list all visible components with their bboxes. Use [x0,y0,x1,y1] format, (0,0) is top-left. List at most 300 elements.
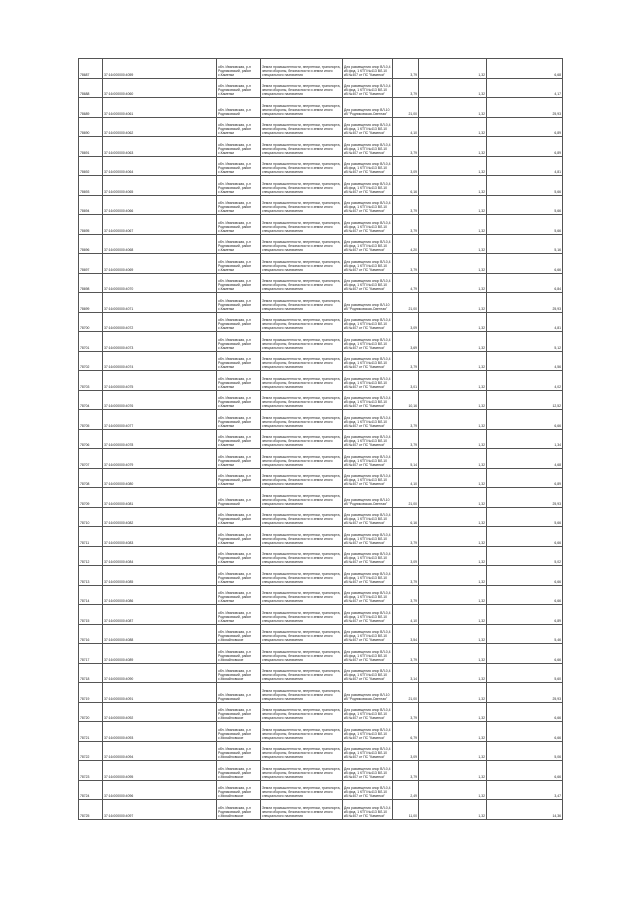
amount-cell: 6,89 [487,605,563,625]
permitted-use-cell: Для размещения опор ВЛ-0,4 кВ фид. 1 КТП №413 ВЛ-10 кВ №407 от ПС "Каменки" [343,273,393,293]
address-cell: обл. Ивановская, р-н Родниковский, район с.Каменки [217,176,261,196]
coefficient-cell: 1,32 [419,195,487,215]
amount-cell: 6,89 [487,117,563,137]
amount-cell: 6,66 [487,702,563,722]
coefficient-cell: 1,32 [419,527,487,547]
permitted-use-cell: Для размещения опор ВЛ-0,4 кВ фид. 1 КТП №413 ВЛ-10 кВ №407 от ПС "Каменки" [343,429,393,449]
land-category-cell: Земли промышленности, энергетики, транспорта, земли обороны, безопасности и земли иного специального назначения [261,566,343,586]
area-cell: 3,01 [393,371,419,391]
coefficient-cell: 1,32 [419,293,487,313]
land-category-cell: Земли промышленности, энергетики, транспорта, земли обороны, безопасности и земли иного специального назначения [261,507,343,527]
permitted-use-cell: Для размещения опор ВЛ-0,4 кВ фид. 1 КТП №413 ВЛ-10 кВ №407 от ПС "Каменки" [343,722,393,742]
amount-cell: 5,60 [487,663,563,683]
cadastral-number-cell: 37:16:000000:4085 [103,566,217,586]
land-category-cell: Земли промышленности, энергетики, транспорта, земли обороны, безопасности и земли иного специального назначения [261,585,343,605]
record-id-cell: 78724 [79,780,103,800]
amount-cell: 25,93 [487,488,563,508]
area-cell: 3,79 [393,702,419,722]
coefficient-cell: 1,32 [419,59,487,79]
table-row [79,59,563,79]
table-row [79,351,563,371]
area-cell: 21,00 [393,98,419,118]
land-category-cell: Земли промышленности, энергетики, транспорта, земли обороны, безопасности и земли иного специального назначения [261,215,343,235]
address-cell: обл. Ивановская, р-н Родниковский [217,683,261,703]
permitted-use-cell: Для размещения опор ВЛ-0,4 кВ фид. 1 КТП №413 ВЛ-10 кВ №407 от ПС "Каменки" [343,156,393,176]
cadastral-number-cell: 37:16:000000:4074 [103,351,217,371]
address-cell: обл. Ивановская, р-н Родниковский, район с.Каменки [217,156,261,176]
area-cell: 4,79 [393,273,419,293]
land-category-cell: Земли промышленности, энергетики, транспорта, земли обороны, безопасности и земли иного специального назначения [261,98,343,118]
permitted-use-cell: Для размещения опор ВЛ-0,4 кВ фид. 1 КТП №413 ВЛ-10 кВ №407 от ПС "Каменки" [343,312,393,332]
table-row [79,117,563,137]
table-row [79,410,563,430]
coefficient-cell: 1,32 [419,117,487,137]
coefficient-cell: 1,32 [419,390,487,410]
table-row [79,371,563,391]
amount-cell: 25,93 [487,98,563,118]
record-id-cell: 78717 [79,644,103,664]
amount-cell: 6,66 [487,722,563,742]
cadastral-number-cell: 37:16:000000:4090 [103,663,217,683]
address-cell: обл. Ивановская, р-н Родниковский, район с.Каменки [217,429,261,449]
table-row [79,449,563,469]
table-row [79,585,563,605]
address-cell: обл. Ивановская, р-н Родниковский, район с.Михайловское [217,624,261,644]
coefficient-cell: 1,32 [419,741,487,761]
permitted-use-cell: Для размещения опор ВЛ-0,4 кВ фид. 1 КТП №413 ВЛ-10 кВ №407 от ПС "Каменки" [343,702,393,722]
amount-cell: 5,16 [487,234,563,254]
table-row [79,390,563,410]
cadastral-number-cell: 37:16:000000:4059 [103,59,217,79]
record-id-cell: 78702 [79,351,103,371]
record-id-cell: 78694 [79,195,103,215]
land-category-cell: Земли промышленности, энергетики, транспорта, земли обороны, безопасности и земли иного специального назначения [261,351,343,371]
table-row [79,761,563,781]
table-row [79,722,563,742]
table-row [79,234,563,254]
address-cell: обл. Ивановская, р-н Родниковский, район с.Каменки [217,78,261,98]
cadastral-number-cell: 37:16:000000:4068 [103,234,217,254]
coefficient-cell: 1,32 [419,468,487,488]
area-cell: 11,00 [393,800,419,820]
table-row [79,332,563,352]
address-cell: обл. Ивановская, р-н Родниковский, район с.Каменки [217,449,261,469]
area-cell: 3,14 [393,663,419,683]
permitted-use-cell: Для размещения опор ВЛ-10 кВ "Родниковская-Светлая" [343,683,393,703]
cadastral-number-cell: 37:16:000000:4069 [103,254,217,274]
area-cell: 3,09 [393,741,419,761]
coefficient-cell: 1,32 [419,332,487,352]
land-category-cell: Земли промышленности, энергетики, транспорта, земли обороны, безопасности и земли иного специального назначения [261,780,343,800]
permitted-use-cell: Для размещения опор ВЛ-0,4 кВ фид. 1 КТП №413 ВЛ-10 кВ №407 от ПС "Каменки" [343,117,393,137]
area-cell: 6,79 [393,722,419,742]
permitted-use-cell: Для размещения опор ВЛ-0,4 кВ фид. 1 КТП №413 ВЛ-10 кВ №407 от ПС "Каменки" [343,195,393,215]
address-cell: обл. Ивановская, р-н Родниковский, район с.Каменки [217,312,261,332]
table-row [79,644,563,664]
record-id-cell: 78699 [79,293,103,313]
area-cell: 3,79 [393,527,419,547]
land-category-cell: Земли промышленности, энергетики, транспорта, земли обороны, безопасности и земли иного специального назначения [261,644,343,664]
amount-cell: 6,66 [487,254,563,274]
cadastral-number-cell: 37:16:000000:4093 [103,722,217,742]
land-category-cell: Земли промышленности, энергетики, транспорта, земли обороны, безопасности и земли иного специального назначения [261,468,343,488]
permitted-use-cell: Для размещения опор ВЛ-0,4 кВ фид. 1 КТП №413 ВЛ-10 кВ №407 от ПС "Каменки" [343,59,393,79]
cadastral-number-cell: 37:16:000000:4094 [103,741,217,761]
coefficient-cell: 1,32 [419,351,487,371]
area-cell: 3,79 [393,410,419,430]
land-category-cell: Земли промышленности, энергетики, транспорта, земли обороны, безопасности и земли иного специального назначения [261,176,343,196]
area-cell: 5,14 [393,449,419,469]
land-category-cell: Земли промышленности, энергетики, транспорта, земли обороны, безопасности и земли иного специального назначения [261,332,343,352]
amount-cell: 6,68 [487,59,563,79]
address-cell: обл. Ивановская, р-н Родниковский, район с.Каменки [217,566,261,586]
land-category-cell: Земли промышленности, энергетики, транспорта, земли обороны, безопасности и земли иного специального назначения [261,234,343,254]
cadastral-number-cell: 37:16:000000:4091 [103,683,217,703]
coefficient-cell: 1,32 [419,566,487,586]
permitted-use-cell: Для размещения опор ВЛ-0,4 кВ фид. 1 КТП №413 ВЛ-10 кВ №407 от ПС "Каменки" [343,644,393,664]
record-id-cell: 78708 [79,468,103,488]
land-category-cell: Земли промышленности, энергетики, транспорта, земли обороны, безопасности и земли иного специального назначения [261,546,343,566]
amount-cell: 5,66 [487,195,563,215]
amount-cell: 12,52 [487,390,563,410]
cadastral-number-cell: 37:16:000000:4070 [103,273,217,293]
coefficient-cell: 1,32 [419,371,487,391]
table-row [79,488,563,508]
record-id-cell: 78687 [79,59,103,79]
amount-cell: 6,66 [487,585,563,605]
record-id-cell: 78703 [79,371,103,391]
address-cell: обл. Ивановская, р-н Родниковский, район с.Каменки [217,254,261,274]
amount-cell: 5,12 [487,332,563,352]
area-cell: 3,79 [393,78,419,98]
table-row [79,702,563,722]
table-row [79,156,563,176]
area-cell: 3,79 [393,59,419,79]
land-category-cell: Земли промышленности, энергетики, транспорта, земли обороны, безопасности и земли иного специального назначения [261,722,343,742]
record-id-cell: 78695 [79,215,103,235]
coefficient-cell: 1,32 [419,254,487,274]
coefficient-cell: 1,32 [419,546,487,566]
table-row [79,683,563,703]
area-cell: 3,79 [393,195,419,215]
permitted-use-cell: Для размещения опор ВЛ-0,4 кВ фид. 1 КТП №413 ВЛ-10 кВ №407 от ПС "Каменки" [343,566,393,586]
cadastral-number-cell: 37:16:000000:4079 [103,449,217,469]
permitted-use-cell: Для размещения опор ВЛ-10 кВ "Родниковская-Светлая" [343,293,393,313]
address-cell: обл. Ивановская, р-н Родниковский, район с.Каменки [217,390,261,410]
record-id-cell: 78715 [79,605,103,625]
amount-cell: 5,66 [487,215,563,235]
table-row [79,312,563,332]
address-cell: обл. Ивановская, р-н Родниковский, район с.Каменки [217,546,261,566]
address-cell: обл. Ивановская, р-н Родниковский, район с.Каменки [217,195,261,215]
coefficient-cell: 1,32 [419,644,487,664]
land-category-cell: Земли промышленности, энергетики, транспорта, земли обороны, безопасности и земли иного специального назначения [261,488,343,508]
coefficient-cell: 1,32 [419,488,487,508]
record-id-cell: 78713 [79,566,103,586]
amount-cell: 4,81 [487,312,563,332]
land-category-cell: Земли промышленности, энергетики, транспорта, земли обороны, безопасности и земли иного специального назначения [261,702,343,722]
area-cell: 3,79 [393,566,419,586]
permitted-use-cell: Для размещения опор ВЛ-10 кВ "Родниковская-Светлая" [343,98,393,118]
table-row [79,273,563,293]
amount-cell: 1,34 [487,429,563,449]
amount-cell: 6,66 [487,566,563,586]
coefficient-cell: 1,32 [419,605,487,625]
cadastral-number-cell: 37:16:000000:4061 [103,98,217,118]
address-cell: обл. Ивановская, р-н Родниковский, район с.Каменки [217,585,261,605]
record-id-cell: 78719 [79,683,103,703]
amount-cell: 4,02 [487,371,563,391]
area-cell: 4,10 [393,605,419,625]
cadastral-number-cell: 37:16:000000:4083 [103,527,217,547]
table-row [79,741,563,761]
table-row [79,215,563,235]
land-category-cell: Земли промышленности, энергетики, транспорта, земли обороны, безопасности и земли иного специального назначения [261,254,343,274]
amount-cell: 4,68 [487,449,563,469]
area-cell: 3,79 [393,254,419,274]
table-row [79,468,563,488]
area-cell: 3,54 [393,624,419,644]
land-category-cell: Земли промышленности, энергетики, транспорта, земли обороны, безопасности и земли иного специального назначения [261,605,343,625]
address-cell: обл. Ивановская, р-н Родниковский, район с.Каменки [217,293,261,313]
record-id-cell: 78711 [79,527,103,547]
address-cell: обл. Ивановская, р-н Родниковский, район с.Каменки [217,273,261,293]
area-cell: 21,00 [393,488,419,508]
cadastral-number-cell: 37:16:000000:4076 [103,390,217,410]
land-category-cell: Земли промышленности, энергетики, транспорта, земли обороны, безопасности и земли иного специального назначения [261,410,343,430]
land-category-cell: Земли промышленности, энергетики, транспорта, земли обороны, безопасности и земли иного специального назначения [261,156,343,176]
coefficient-cell: 1,32 [419,507,487,527]
table-row [79,429,563,449]
land-category-cell: Земли промышленности, энергетики, транспорта, земли обороны, безопасности и земли иного специального назначения [261,371,343,391]
amount-cell: 4,56 [487,351,563,371]
coefficient-cell: 1,32 [419,137,487,157]
table-row [79,546,563,566]
cadastral-number-cell: 37:16:000000:4092 [103,702,217,722]
record-id-cell: 78718 [79,663,103,683]
land-category-cell: Земли промышленности, энергетики, транспорта, земли обороны, безопасности и земли иного специального назначения [261,800,343,820]
cadastral-number-cell: 37:16:000000:4071 [103,293,217,313]
coefficient-cell: 1,32 [419,800,487,820]
area-cell: 3,79 [393,585,419,605]
cadastral-number-cell: 37:16:000000:4072 [103,312,217,332]
table-row [79,98,563,118]
table-row [79,780,563,800]
area-cell: 21,00 [393,683,419,703]
permitted-use-cell: Для размещения опор ВЛ-0,4 кВ фид. 1 КТП №413 ВЛ-10 кВ №407 от ПС "Каменки" [343,78,393,98]
permitted-use-cell: Для размещения опор ВЛ-0,4 кВ фид. 1 КТП №413 ВЛ-10 кВ №407 от ПС "Каменки" [343,410,393,430]
amount-cell: 6,84 [487,273,563,293]
cadastral-number-cell: 37:16:000000:4096 [103,780,217,800]
area-cell: 3,79 [393,761,419,781]
address-cell: обл. Ивановская, р-н Родниковский, район с.Михайловское [217,702,261,722]
land-category-cell: Земли промышленности, энергетики, транспорта, земли обороны, безопасности и земли иного специального назначения [261,390,343,410]
coefficient-cell: 1,32 [419,624,487,644]
cadastral-number-cell: 37:16:000000:4067 [103,215,217,235]
cadastral-number-cell: 37:16:000000:4063 [103,137,217,157]
permitted-use-cell: Для размещения опор ВЛ-0,4 кВ фид. 1 КТП №413 ВЛ-10 кВ №407 от ПС "Каменки" [343,585,393,605]
land-category-cell: Земли промышленности, энергетики, транспорта, земли обороны, безопасности и земли иного специального назначения [261,449,343,469]
cadastral-number-cell: 37:16:000000:4086 [103,585,217,605]
permitted-use-cell: Для размещения опор ВЛ-0,4 кВ фид. 1 КТП №413 ВЛ-10 кВ №407 от ПС "Каменки" [343,449,393,469]
permitted-use-cell: Для размещения опор ВЛ-0,4 кВ фид. 1 КТП №413 ВЛ-10 кВ №407 от ПС "Каменки" [343,234,393,254]
record-id-cell: 78725 [79,800,103,820]
land-category-cell: Земли промышленности, энергетики, транспорта, земли обороны, безопасности и земли иного специального назначения [261,195,343,215]
cadastral-number-cell: 37:16:000000:4095 [103,761,217,781]
record-id-cell: 78701 [79,332,103,352]
record-id-cell: 78689 [79,98,103,118]
record-id-cell: 78722 [79,741,103,761]
address-cell: обл. Ивановская, р-н Родниковский, район с.Каменки [217,507,261,527]
table-row [79,137,563,157]
record-id-cell: 78723 [79,761,103,781]
address-cell: обл. Ивановская, р-н Родниковский, район с.Михайловское [217,780,261,800]
amount-cell: 6,89 [487,137,563,157]
land-category-cell: Земли промышленности, энергетики, транспорта, земли обороны, безопасности и земли иного специального назначения [261,312,343,332]
record-id-cell: 78705 [79,410,103,430]
coefficient-cell: 1,32 [419,429,487,449]
permitted-use-cell: Для размещения опор ВЛ-0,4 кВ фид. 1 КТП №413 ВЛ-10 кВ №407 от ПС "Каменки" [343,761,393,781]
land-category-cell: Земли промышленности, энергетики, транспорта, земли обороны, безопасности и земли иного специального назначения [261,429,343,449]
table-row [79,605,563,625]
coefficient-cell: 1,32 [419,215,487,235]
record-id-cell: 78690 [79,117,103,137]
coefficient-cell: 1,32 [419,585,487,605]
permitted-use-cell: Для размещения опор ВЛ-0,4 кВ фид. 1 КТП №413 ВЛ-10 кВ №407 от ПС "Каменки" [343,468,393,488]
cadastral-number-cell: 37:16:000000:4082 [103,507,217,527]
land-category-cell: Земли промышленности, энергетики, транспорта, земли обороны, безопасности и земли иного специального назначения [261,59,343,79]
permitted-use-cell: Для размещения опор ВЛ-0,4 кВ фид. 1 КТП №413 ВЛ-10 кВ №407 от ПС "Каменки" [343,390,393,410]
amount-cell: 6,66 [487,527,563,547]
land-category-cell: Земли промышленности, энергетики, транспорта, земли обороны, безопасности и земли иного специального назначения [261,273,343,293]
area-cell: 3,09 [393,546,419,566]
address-cell: обл. Ивановская, р-н Родниковский, район с.Каменки [217,410,261,430]
cadastral-number-cell: 37:16:000000:4077 [103,410,217,430]
record-id-cell: 78691 [79,137,103,157]
record-id-cell: 78692 [79,156,103,176]
coefficient-cell: 1,32 [419,761,487,781]
coefficient-cell: 1,32 [419,78,487,98]
coefficient-cell: 1,32 [419,176,487,196]
area-cell: 6,16 [393,176,419,196]
permitted-use-cell: Для размещения опор ВЛ-0,4 кВ фид. 1 КТП №413 ВЛ-10 кВ №407 от ПС "Каменки" [343,215,393,235]
record-id-cell: 78696 [79,234,103,254]
cadastral-number-cell: 37:16:000000:4065 [103,176,217,196]
address-cell: обл. Ивановская, р-н Родниковский, район с.Каменки [217,468,261,488]
coefficient-cell: 1,32 [419,663,487,683]
land-category-cell: Земли промышленности, энергетики, транспорта, земли обороны, безопасности и земли иного специального назначения [261,527,343,547]
area-cell: 3,79 [393,137,419,157]
permitted-use-cell: Для размещения опор ВЛ-0,4 кВ фид. 1 КТП №413 ВЛ-10 кВ №407 от ПС "Каменки" [343,624,393,644]
table-row [79,293,563,313]
coefficient-cell: 1,32 [419,312,487,332]
area-cell: 3,79 [393,215,419,235]
address-cell: обл. Ивановская, р-н Родниковский, район с.Каменки [217,527,261,547]
record-id-cell: 78688 [79,78,103,98]
coefficient-cell: 1,32 [419,156,487,176]
area-cell: 3,09 [393,312,419,332]
permitted-use-cell: Для размещения опор ВЛ-0,4 кВ фид. 1 КТП №413 ВЛ-10 кВ №407 от ПС "Каменки" [343,137,393,157]
cadastral-number-cell: 37:16:000000:4064 [103,156,217,176]
permitted-use-cell: Для размещения опор ВЛ-0,4 кВ фид. 1 КТП №413 ВЛ-10 кВ №407 от ПС "Каменки" [343,254,393,274]
table-row [79,566,563,586]
area-cell: 10,16 [393,390,419,410]
amount-cell: 5,02 [487,546,563,566]
table-row [79,527,563,547]
amount-cell: 6,66 [487,410,563,430]
cadastral-number-cell: 37:16:000000:4087 [103,605,217,625]
land-category-cell: Земли промышленности, энергетики, транспорта, земли обороны, безопасности и земли иного специального назначения [261,78,343,98]
amount-cell: 4,17 [487,78,563,98]
coefficient-cell: 1,32 [419,449,487,469]
coefficient-cell: 1,32 [419,98,487,118]
table-row [79,663,563,683]
coefficient-cell: 1,32 [419,410,487,430]
amount-cell: 5,46 [487,624,563,644]
cadastral-number-cell: 37:16:000000:4073 [103,332,217,352]
cadastral-number-cell: 37:16:000000:4081 [103,488,217,508]
permitted-use-cell: Для размещения опор ВЛ-0,4 кВ фид. 1 КТП №413 ВЛ-10 кВ №407 от ПС "Каменки" [343,546,393,566]
address-cell: обл. Ивановская, р-н Родниковский, район с.Каменки [217,59,261,79]
cadastral-number-cell: 37:16:000000:4088 [103,624,217,644]
table-row [79,624,563,644]
address-cell: обл. Ивановская, р-н Родниковский [217,98,261,118]
table-row [79,507,563,527]
permitted-use-cell: Для размещения опор ВЛ-0,4 кВ фид. 1 КТП №413 ВЛ-10 кВ №407 от ПС "Каменки" [343,605,393,625]
address-cell: обл. Ивановская, р-н Родниковский, район с.Михайловское [217,761,261,781]
address-cell: обл. Ивановская, р-н Родниковский, район с.Михайловское [217,663,261,683]
address-cell: обл. Ивановская, р-н Родниковский, район с.Михайловское [217,741,261,761]
table-row [79,78,563,98]
area-cell: 4,20 [393,234,419,254]
permitted-use-cell: Для размещения опор ВЛ-0,4 кВ фид. 1 КТП №413 ВЛ-10 кВ №407 от ПС "Каменки" [343,741,393,761]
record-id-cell: 78698 [79,273,103,293]
area-cell: 3,79 [393,351,419,371]
table-row [79,195,563,215]
parcel-table [78,58,563,820]
record-id-cell: 78716 [79,624,103,644]
address-cell: обл. Ивановская, р-н Родниковский, район с.Каменки [217,117,261,137]
permitted-use-cell: Для размещения опор ВЛ-0,4 кВ фид. 1 КТП №413 ВЛ-10 кВ №407 от ПС "Каменки" [343,780,393,800]
amount-cell: 6,66 [487,644,563,664]
amount-cell: 14,36 [487,800,563,820]
address-cell: обл. Ивановская, р-н Родниковский, район с.Михайловское [217,800,261,820]
record-id-cell: 78720 [79,702,103,722]
cadastral-number-cell: 37:16:000000:4097 [103,800,217,820]
cadastral-number-cell: 37:16:000000:4060 [103,78,217,98]
address-cell: обл. Ивановская, р-н Родниковский, район с.Михайловское [217,644,261,664]
land-category-cell: Земли промышленности, энергетики, транспорта, земли обороны, безопасности и земли иного специального назначения [261,293,343,313]
area-cell: 2,49 [393,780,419,800]
amount-cell: 5,06 [487,741,563,761]
coefficient-cell: 1,32 [419,234,487,254]
address-cell: обл. Ивановская, р-н Родниковский, район с.Каменки [217,371,261,391]
address-cell: обл. Ивановская, р-н Родниковский, район с.Михайловское [217,722,261,742]
table-row [79,800,563,820]
cadastral-number-cell: 37:16:000000:4075 [103,371,217,391]
cadastral-number-cell: 37:16:000000:4062 [103,117,217,137]
area-cell: 3,79 [393,644,419,664]
cadastral-number-cell: 37:16:000000:4078 [103,429,217,449]
land-category-cell: Земли промышленности, энергетики, транспорта, земли обороны, безопасности и земли иного специального назначения [261,663,343,683]
address-cell: обл. Ивановская, р-н Родниковский, район с.Каменки [217,332,261,352]
address-cell: обл. Ивановская, р-н Родниковский, район с.Каменки [217,605,261,625]
coefficient-cell: 1,32 [419,702,487,722]
table-row [79,254,563,274]
record-id-cell: 78709 [79,488,103,508]
cadastral-number-cell: 37:16:000000:4084 [103,546,217,566]
land-category-cell: Земли промышленности, энергетики, транспорта, земли обороны, безопасности и земли иного специального назначения [261,137,343,157]
